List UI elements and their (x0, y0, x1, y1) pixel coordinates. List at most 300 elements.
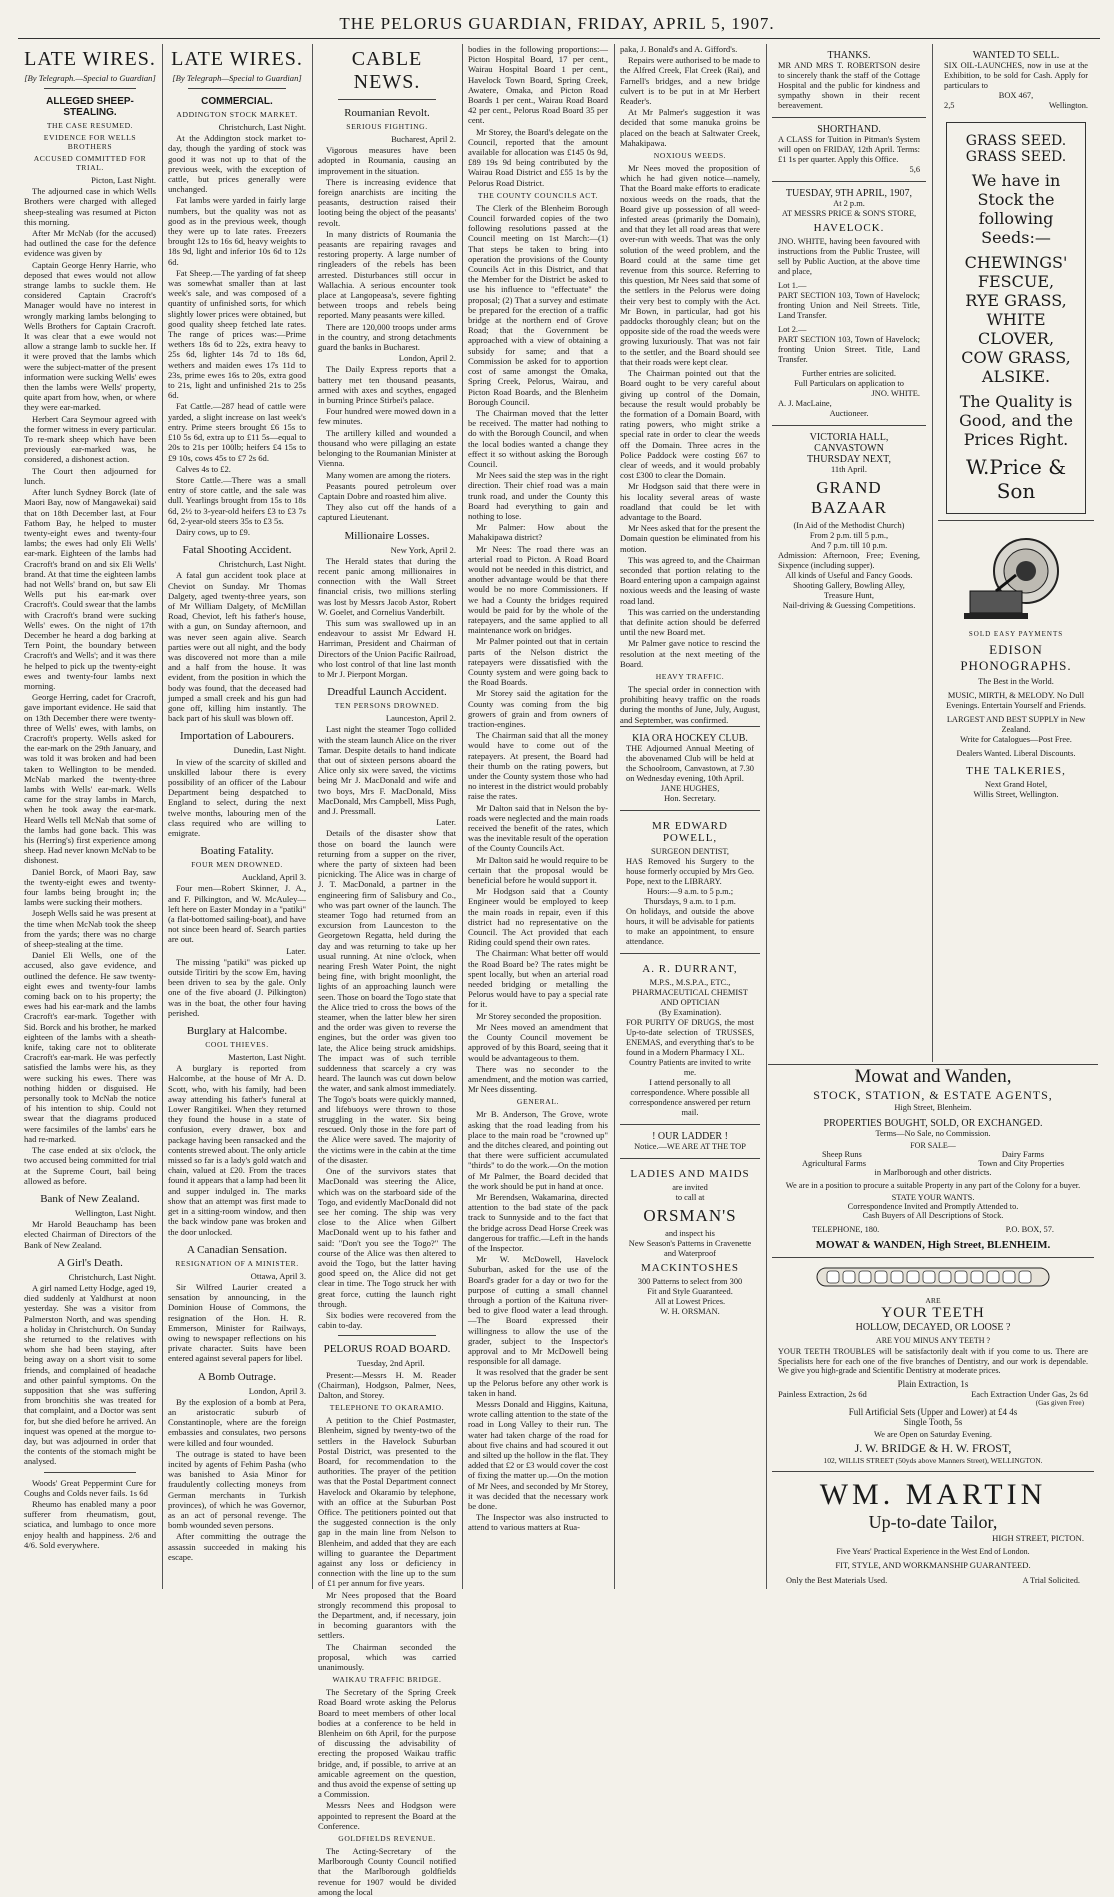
divider (772, 1257, 1094, 1258)
article-heading: Bank of New Zealand. (40, 1192, 140, 1205)
article-heading: A Bomb Outrage. (198, 1370, 276, 1383)
advert-text: Write for Catalogues—Post Free. (960, 735, 1072, 744)
article-heading: Boating Fatality. (200, 845, 274, 858)
advert-text: All at Lowest Prices. (654, 1296, 726, 1306)
paragraph: Christchurch, Last Night. (218, 559, 306, 570)
advert-city: Wellington. (1048, 101, 1088, 110)
advert-text: in Marlborough and other districts. (874, 1168, 992, 1177)
advert-subtitle: HOLLOW, DECAYED, OR LOOSE ? (855, 1322, 1011, 1333)
paragraph: Calves 4s to £2. (176, 463, 231, 474)
article-heading: Burglary at Halcombe. (186, 1025, 288, 1038)
seed-item: RYE GRASS, (965, 291, 1067, 310)
advert-signature: JNO. WHITE. (871, 389, 920, 398)
advert-text: We have in Stock the following Seeds:— (971, 171, 1061, 247)
paragraph: Mr Storey seconded the proposition. (476, 1010, 602, 1021)
article-subheading: ADDINGTON STOCK MARKET. (176, 110, 298, 119)
advert-text: THE Adjourned Annual Meeting of the abovenamed Club will be held at the Schoolroom, Canvastown, at 7.30 on Wednesday evening, 10th April. (626, 743, 754, 783)
paragraph: Daniel Eli Wells, one of the accused, also gave evidence, and outlined the defence. He saw twenty-eight ewes and twenty-four lambs coming back on to his property; the ewes had his ear-mark and the lambs Cracroft's ear-mark. Together with Sid. Borck and his brother, he marked eighteen of the lambs with a sheath-knife, taking care not to obliterate Cracroft's ear-mark. He was perfectly satisfied the lambs were his, as they were sucking his ewes. There was nothing hidden or disguised. He personally took to McNab the notice of his intention to ship. Could not swear that the diagrams produced were facsimiles of the lambs' ears he had re-marked. (24, 950, 156, 1144)
paragraph: Masterton, Last Night. (228, 1052, 306, 1063)
advert-text: We are in a position to procure a suitable Property in any part of the Colony for a buyer. (785, 1181, 1081, 1190)
wide-adverts (768, 1066, 1098, 1589)
paragraph: The Acting-Secretary of the Marlborough County Council notified that the Marlborough goldfields revenue for 1907 would be divided among the local (318, 1846, 456, 1897)
advert-firm: THE TALKERIES, (966, 765, 1066, 777)
paragraph: Picton, Last Night. (91, 175, 156, 185)
advert-address: Willis Street, Wellington. (973, 790, 1059, 799)
price-item: Painless Extraction, 2s 6d (778, 1388, 867, 1399)
paragraph: George Herring, cadet for Cracroft, gave important evidence. He said that on 13th December there were twenty-three of Wells' ewes, with lambs, on Cracroft's property. Wells asked for the ear-mark on the 29th January, and was told it was broken and had been taken to Wellington to be mended. McNab marked the twenty-three lambs with Wells' ear-mark. Wells came for the stray lambs in March, when he took away the ear-mark. Heard Wells tell McNab that some of the lambs had gone back. This was his (Herring's) first experience among sheep. Had never known McNab to be dishonest. (24, 692, 156, 866)
paragraph: Fat Sheep.—The yarding of fat sheep was somewhat smaller than at last week's sale, and was composed of a quantity of unfinished sorts, for which slightly lower prices were obtained, but good quality sheep fetched late rates. The range of prices was:—Prime wethers 18s 6d to 22s, extra heavy to 25s 6d, lighter 14s 7d to 18s 6d, wethers and maiden ewes 17s 11d to 23s, prime ewes 16s to 20s, extra good to 21s, light and unfinished 21s to 25s 6d. (168, 267, 306, 401)
article-heading: Dreadful Launch Accident. (327, 686, 447, 699)
phonograph-illustration (956, 533, 1076, 623)
paragraph: The adjourned case in which Wells Brothers were charged with alleged sheep-stealing was resumed at Picton this morning. (24, 186, 156, 227)
edison-badge: SOLD EASY PAYMENTS (968, 630, 1064, 638)
section-title: LATE WIRES. (171, 48, 303, 70)
article-heading: Fatal Shooting Accident. (182, 544, 292, 557)
auction-advert (772, 181, 926, 425)
orsman-advert (620, 1158, 760, 1323)
advert-text: Dealers Wanted. Liberal Discounts. (956, 749, 1076, 758)
article-heading: Roumanian Revolt. (344, 107, 430, 119)
seed-item: WHITE CLOVER, (977, 310, 1055, 348)
advert-day: THURSDAY NEXT, (806, 454, 892, 465)
paragraph: A fatal gun accident took place at Cheviot on Sunday. Mr Thomas Dalgety, aged twenty-three years, son of Mr William Dalgety, of McMillan Road, Cheviot, left his father's house, with a gun, on Sunday afternoon, and was never seen again alive. Search parties were out all night, and the body was discovered not more than a mile and a half from the house. It was evident, from the position in which the body was found, that the deceased had jumped a small creek and his gun had gone off, killing him instantly. The back part of his skull was blown off. (168, 570, 306, 724)
article-subheading: RESIGNATION OF A MINISTER. (175, 1258, 299, 1268)
paragraph: Mr Hodgson said that a County Engineer would be employed to keep the main roads in repair, even if this district had no representative on the Council. The Act provided that each Riding could spend their own rates. (468, 886, 608, 948)
paragraph: Mr Nees: The road there was an arterial road to Picton. A Road Board would not be needed in this district, and another advantage would be that there would be no more Commissioners. If we had a County the bridges required would be paid for by the whole of the ratepayers, and the same applied to all maintenance work on bridges. (468, 543, 608, 636)
advert-item: All kinds of Useful and Fancy Goods. (785, 571, 913, 580)
paragraph: Auckland, April 3. (242, 872, 306, 883)
paragraph: Vigorous measures have been adopted in Roumania, causing an improvement in the situation. (318, 145, 456, 176)
advert-pobox: P.O. BOX, 57. (1005, 1225, 1054, 1234)
seed-item: COW GRASS, (961, 348, 1071, 367)
property-type: Sheep Runs (822, 1150, 862, 1159)
teeth-illustration (813, 1264, 1053, 1290)
column-rule (462, 44, 463, 1589)
advert-title: Mowat and Wanden, (854, 1066, 1012, 1087)
seed-item: ALSIKE. (981, 367, 1051, 386)
advert-text: MUSIC, MIRTH, & MELODY. No Dull Evenings. Entertain Yourself and Friends. (946, 691, 1086, 710)
price-row (772, 1389, 1094, 1399)
seed-item: CHEWINGS' FESCUE, (964, 253, 1068, 291)
advert-text: PROPERTIES BOUGHT, SOLD, OR EXCHANGED. (823, 1118, 1043, 1129)
paragraph: Mr Nees said the step was in the right direction. Their chief road was a main trunk road, and under the County this Board had everything to gain and nothing to lose. (468, 470, 608, 521)
section-title: LATE WIRES. (24, 48, 156, 70)
advert-date: 11th April. (831, 465, 867, 474)
article-heading: A Girl's Death. (57, 1256, 123, 1269)
lot-text: PART SECTION 103, Town of Havelock; fronting Union Street. Title, Land Transfer. (778, 335, 920, 364)
article-heading: COMMERCIAL. (201, 96, 273, 107)
advert-title: SHORTHAND. (817, 124, 881, 135)
divider (772, 1471, 1094, 1472)
hockey-club-advert (620, 726, 760, 810)
advert-line: Rheumo has enabled many a poor sufferer from rheumatism, gout, sciatica, and lumbago to once more enjoy health and happiness. 2/6 and 4/6. Sold everywhere. (24, 1498, 156, 1550)
column-late-wires-1 (20, 44, 160, 1589)
advert-name: ORSMAN'S (643, 1205, 737, 1225)
column-rule (312, 44, 313, 1589)
paragraph: Messrs Donald and Higgins, Kaituna, wrote calling attention to the state of the road in Long Valley to their run. The water had taken charge of the road for about five chains and had scoured it out and silted up the hollow in the flat. They added that £2 or £3 would cover the cost of fixing the matter up.—On the motion of Mr Nees, and seconded by Mr Storey, it was decided that the necessary work be done. (468, 1399, 608, 1512)
advert-text: Cash Buyers of All Descriptions of Stock. (862, 1211, 1004, 1220)
wide-advert-rule (768, 1064, 1098, 1065)
paragraph: The Secretary of the Spring Creek Road Board wrote asking the Pelorus Board to meet members of other local bodies at a conference to be held in Blenheim on 6th April, for the purpose of discussing the advisability of erecting the proposed Waikau traffic bridge, and, if possible, to arrive at an amicable agreement on the question, and thus avoid the expense of setting up a Commission. (318, 1687, 456, 1800)
advert-hall: VICTORIA HALL, CANVASTOWN (809, 432, 889, 454)
advert-note: Country Patients are invited to write me. (629, 1057, 751, 1077)
paragraph: The Inspector was also instructed to attend to various matters at Rua- (468, 1512, 608, 1533)
paragraph: Mr Nees asked that for the present the Domain question be eliminated from his motion. (620, 523, 760, 554)
advert-text: ARE YOU MINUS ANY TEETH ? (875, 1336, 991, 1345)
advert-text: Five Years' Practical Experience in the West End of London. (836, 1546, 1030, 1556)
paragraph: There are 120,000 troops under arms in the country, and strong detachments guard the banks in Bucharest. (318, 321, 456, 353)
section-subtitle: [By Telegraph—Special to Guardian] (172, 73, 302, 83)
column-road-board-and-adverts (616, 44, 764, 1589)
advert-text: We are Open on Saturday Evening. (874, 1429, 992, 1439)
advert-text: STATE YOUR WANTS. (891, 1193, 975, 1202)
paragraph: Mr Dalton said he would require to be certain that the proposal would be beneficial before he would support it. (468, 854, 608, 886)
article-subheading: THE COUNTY COUNCILS ACT. (477, 190, 599, 200)
paragraph: New York, April 2. (390, 544, 456, 555)
advert-title: A. R. DURRANT, (642, 962, 738, 975)
paragraph: The missing "patiki" was picked up outside Tiritiri by the scow Em, having been driven to sea by the gale. Only one of the five aboard (J. Pilkington) was in the boat, the other four having perished. (168, 956, 306, 1018)
advert-title: GRAND BAZAAR (811, 478, 887, 517)
advert-text: Fit and Style Guaranteed. (647, 1286, 733, 1296)
paragraph: Later. (286, 945, 306, 956)
advert-title: THANKS. (827, 50, 871, 61)
masthead-rule (18, 38, 1100, 39)
advert-title: WANTED TO SELL. (972, 50, 1060, 61)
advert-product: MACKINTOSHES (641, 1261, 739, 1274)
paragraph: Mr Dalton said that in Nelson the by-roads were neglected and the main roads received the benefit of the rates, which was the inevitable result of the operation of the County Councils Act. (468, 802, 608, 854)
paragraph: The Chairman moved that the letter be received. The matter had nothing to do with the Borough Council, and when the local bodies wanted a change they effect it so without asking the Borough Council. (468, 407, 608, 469)
advert-signature: A. J. MacLaine, (778, 399, 832, 408)
paragraph: A burglary is reported from Halcombe, at the house of Mr A. D. Scott, who, with his family, had been away attending his father's funeral at Lower Rangitikei. When they returned they found the house in a state of confusion, every drawer, box and package having been ransacked and the contents strewed about. The only article missed so far is a lady's gold watch and chain, valued at £20. From the traces found it appears that a lamp had been lit and supper indulged in. The marks show that an attempt was first made to get in a sitting-room window, and then the back window pane was broken and the door unlocked. (168, 1063, 306, 1237)
advert-subtitle: (In Aid of the Methodist Church) (793, 521, 905, 530)
advert-note: Full Particulars on application to (794, 379, 904, 388)
advert-hours: From 2 p.m. till 5 p.m., (809, 531, 889, 540)
paragraph: Launceston, April 2. (385, 713, 456, 724)
advert-text: SIX OIL-LAUNCHES, now in use at the Exhibition, to be sold for Cash. Apply for particulars to (944, 61, 1088, 90)
property-type: Agricultural Farms (802, 1159, 866, 1168)
advert-signature: JANE HUGHES, (660, 783, 720, 793)
advert-subtitle: STOCK, STATION, & ESTATE AGENTS, (813, 1088, 1053, 1102)
paragraph: Bucharest, April 2. (391, 134, 456, 144)
paragraph: Christchurch, Last Night. (218, 122, 306, 132)
advert-signature: W. H. ORSMAN. (660, 1306, 720, 1316)
article-subheading: HEAVY TRAFFIC. (655, 671, 725, 681)
price-note: (Gas given Free) (1035, 1398, 1084, 1407)
thanks-advert (772, 44, 926, 117)
paragraph: They also cut off the hands of a captured Lieutenant. (318, 502, 456, 523)
advert-title: KIA ORA HOCKEY CLUB. (632, 732, 748, 744)
paragraph: Four hundred were mowed down in a few minutes. (318, 406, 456, 427)
paragraph: Later. (436, 817, 456, 828)
paragraph: The outrage is stated to have been incited by agents of Fehim Pasha (who was banished to Asia Minor for fraudulently collecting moneys from German merchants in Turkish provinces), of which he was Governor, as an act of personal revenge. The bomb wounded seven persons. (168, 1448, 306, 1531)
price-item: Each Extraction Under Gas, 2s 6d (971, 1388, 1088, 1399)
advert-text: Terms—No Sale, no Commission. (875, 1129, 991, 1138)
advert-text: ARE (925, 1296, 941, 1305)
advert-subtitle: SURGEON DENTIST, (650, 846, 729, 856)
advert-date: TUESDAY, 9TH APRIL, 1907, (785, 188, 913, 199)
paragraph: The artillery killed and wounded a thousand who were pillaging an estate belonging to the Roumanian Minister at Vienna. (318, 427, 456, 469)
paragraph: Peasants poured petroleum over Captain Dobre and roasted him alive. (318, 480, 456, 501)
advert-address: 102, WILLIS STREET (50yds above Manners Street), WELLINGTON. (823, 1455, 1043, 1465)
advert-role: Auctioneer. (829, 409, 869, 418)
advert-note: I attend personally to all correspondence. Where possible all correspondence answered per return mail. (629, 1077, 751, 1117)
paragraph: Tuesday, 2nd April. (357, 1358, 425, 1369)
advert-text: A CLASS for Tuition in Pitman's System will open on FRIDAY, 12th April. Terms: £1 1s per quarter. Apply this Office. (778, 135, 920, 164)
advert-title: EDISON PHONOGRAPHS. (960, 642, 1072, 673)
paragraph: Mr Nees proposed that the Board strongly recommend this proposal to the Department, and, if necessary, join in becoming guarantors with the settlers. (318, 1589, 456, 1641)
paragraph: Dunedin, Last Night. (233, 745, 306, 756)
paragraph: Christchurch, Last Night. (68, 1271, 156, 1282)
article-subheading: COOL THIEVES. (205, 1040, 269, 1050)
advert-box: BOX 467, (998, 91, 1034, 100)
article-subheading: WAIKAU TRAFFIC BRIDGE. (332, 1675, 442, 1685)
paragraph: Dairy cows, up to £9. (176, 526, 250, 537)
advert-hours: Hours:—9 a.m. to 5 p.m.; (646, 886, 734, 896)
advert-text: and inspect his (665, 1228, 715, 1238)
paragraph: A petition to the Chief Postmaster, Blenheim, signed by twenty-two of the settlers in the Havelock Suburban Postal District, was presented to the Board, for recommendation to the authorities. The prayer of the petition was that the Postal Department connect Havelock and Okaramio by telephone, with an office at the Suburban Post Office. The petitioners pointed out that the suggested connection is the only gap in the main line from Nelson to Blenheim, and added that they are each willing to guarantee the Department against any loss or deficiency in connection with the line up to the sum of £1 per annum for five years. (318, 1415, 456, 1589)
paragraph: After committing the outrage the assassin succeeded in making his escape. (168, 1531, 306, 1562)
divider (338, 99, 436, 100)
masthead: THE PELORUS GUARDIAN, FRIDAY, APRIL 5, 1907. (339, 14, 775, 33)
advert-title: GRASS SEED. (965, 133, 1067, 149)
article-heading: Millionaire Losses. (344, 529, 430, 542)
section-title: CABLE NEWS. (351, 48, 423, 93)
advert-note: Further entries are solicited. (802, 369, 896, 378)
wanted-to-sell-advert (938, 44, 1094, 116)
paragraph: Mr Palmer gave notice to rescind the resolution at the next meeting of the Board. (620, 638, 760, 669)
advert-hours: And 7 p.m. till 10 p.m. (810, 541, 888, 550)
column-adverts-right (934, 44, 1098, 1062)
paragraph: Fat Cattle.—287 head of cattle were yarded, a slight increase on last week's entry. Prime steers brought £6 15s to £10 5s 6d, extra up to £11 5s—equal to 20s to 21s per 100lb; heifers £4 15s to £9 10s, cows 45s to £7 2s 6d. (168, 401, 306, 463)
advert-note: On holidays, and outside the above hours, it will be advisable for patients to make an appointment, to ensure attendance. (626, 906, 754, 946)
article-heading: ALLEGED SHEEP-STEALING. (46, 96, 134, 118)
advert-address: High Street, Blenheim. (894, 1103, 972, 1112)
divider (188, 88, 286, 89)
paragraph: This was agreed to, and the Chairman seconded that portion relating to the Board entering upon a campaign against noxious weeds and the leasing of waste road land. (620, 554, 760, 606)
property-list (772, 1159, 1094, 1168)
paragraph: Captain George Henry Harrie, who deposed that ewes would not allow strange lambs to suckle them. He considered Captain Cracroft's Manager would have no interest in wrongly marking lambs belonging to Wells Brothers for Captain Cracroft. It was clear that a ewe would not allow a strange lamb to suckle her. If it were proved that the lambs which were the subject-matter of the present information were sucking Wells' ewes then the lambs were Wells' property, quite apart from how, when, or where they were ear-marked. (24, 259, 156, 413)
paragraph: The special order in connection with prohibiting heavy traffic on the roads during the months of June, July, August, and September, was confirmed. (620, 683, 760, 725)
paragraph: The Chairman seconded the proposal, which was carried unanimously. (318, 1641, 456, 1673)
property-type: Town and City Properties (978, 1159, 1064, 1168)
advert-line: Woods' Great Peppermint Cure for Coughs and Colds never fails. 1s 6d (24, 1477, 156, 1498)
column-road-board-continued (464, 44, 612, 1589)
article-subheading: FOUR MEN DROWNED. (191, 860, 283, 870)
paragraph: Six bodies were recovered from the cabin to-day. (318, 1309, 456, 1331)
advert-title: LADIES AND MAIDS (630, 1167, 750, 1180)
article-subheading: TEN PERSONS DROWNED. (334, 701, 440, 711)
paragraph: This sum was swallowed up in an endeavour to assist Mr Edward H. Harriman, President and Chairman of Directors of the Union Pacific Railroad, who lost control of that line last month to Mr J. Pierpont Morgan. (318, 617, 456, 679)
paragraph: Wellington, Last Night. (75, 1207, 156, 1218)
column-rule (614, 44, 615, 1589)
article-heading: Importation of Labourers. (180, 730, 294, 743)
paragraph: Mr Storey, the Board's delegate on the Council, reported that the amount available for allocation was £145 0s 9d, £89 19s 9d being contributed by the Wairau Road District and £55 1s by the Pelorus Road District. (468, 126, 608, 188)
paragraph: Four men—Robert Skinner, J. A., and F. Pilkington, and W. McAuley—left here on Easter Monday in a "patiki" (a flat-bottomed sailing-boat), and have not since been heard of. Search parties are out. (168, 883, 306, 945)
paragraph: The Chairman said that all the money would have to come out of the ratepayers. At present, the Board had their thumb on the rating powers, but under the County system those who had no interest in the district would probably raise the rates. (468, 730, 608, 802)
column-cable-news (314, 44, 460, 1897)
article-subheading: SERIOUS FIGHTING. (346, 122, 428, 131)
paragraph: The Chairman pointed out that the Board ought to be very careful about giving up control of the Domain, because the result would probably be the formation of a Domain Board, with rating powers, who might strike a special rate in order to clear the weeds off the Domain. Three acres in the Police Paddock were costing £67 to clear of weeds, and it would probably cost £300 to clear the Domain. (620, 368, 760, 481)
paragraph: At Mr Palmer's suggestion it was decided that some manuka groins be placed on the beach at Saltwater Creek, Mahakipawa. (620, 107, 760, 148)
article-heading: PELORUS ROAD BOARD. (323, 1343, 451, 1356)
advert-code: 2,5 (944, 101, 955, 110)
advert-title: ! OUR LADDER ! (652, 1130, 728, 1142)
column-rule (162, 44, 163, 1589)
paragraph: Details of the disaster show that those on board the launch were returning from a supper on the river, where the party of sixteen had been picnicking. The Alice was in charge of J. T. MacDonald, a partner in the engineering firm of Salisbury and Co., who was part owner of the launch. The steamer Togo had returned from an excursion from Launceston to the Georgetown Regatta, held during the day and was returning to take up her usual running. At nine o'clock, when nearing Fresh Water Point, the night being fine, with bright moonlight, the lights of an approaching launch were seen. Those on board the Togo state that the Alice tried to cross the bows of the steamer, when the latter blew her siren and the order was given to reverse the engines, but the order was given too late, the Alice being struck amidships. The impact was of such terrible suddenness that scarcely a cry was heard. The launch was cut down below the water, and sank almost immediately. The Togo's boats were quickly manned, and lifebuoys were thrown to those struggling in the water. Six being rescued. Only those in the fore part of the Alice were saved. The majority of the victims were in the cabin at the time of the disaster. (318, 828, 456, 1165)
advert-item: Treasure Hunt, (824, 591, 874, 600)
advert-address: Next Grand Hotel, (984, 780, 1048, 789)
advert-text: LARGEST AND BEST SUPPLY in New Zealand. (946, 715, 1086, 734)
paragraph: Herbert Cara Seymour agreed with the former witness in every particular. To re-mark sheep which have been previously ear-marked was, he considered, a dishonest action. (24, 413, 156, 465)
paragraph: Mr Harold Beauchamp has been elected Chairman of Directors of the Bank of New Zealand. (24, 1219, 156, 1250)
advert-contacts (772, 1225, 1094, 1234)
advert-text: HAS Removed his Surgery to the house formerly occupied by Mrs Geo. Pope, next to the LIBRARY. (626, 856, 754, 886)
paragraph: The Herald states that during the recent panic among millionaires in connection with the Wall Street financial crisis, two millions sterling was lost by Messrs Jacob Astor, Robert W. Goelet, and Cornelius Vanderbilt. (318, 555, 456, 617)
paragraph: Store Cattle.—There was a small entry of store cattle, and the sale was dull. Yearlings brought from 15s to 18s 6d, 2½ to 3-year-old heifers £3 to £3 7s 6d, 2-year-old steers 35s to £3 5s. (168, 474, 306, 526)
paragraph: In view of the scarcity of skilled and unskilled labour there is every possibility of an officer of the Labour Department being despatched to England to select, during the next twelve months, labouring men of the class required who are willing to emigrate. (168, 756, 306, 838)
advert-code: 5,6 (909, 165, 920, 174)
paragraph: After lunch Sydney Borck (late of Maori Bay, now of Mangawekai) said that on 18th December last, at Four Fathom Bay, he helped to muster twenty-eight ewes and twenty-four lambs; the ewes had only Eli Wells' ear-mark. Eighteen of the lambs had Cracroft's brand on and six Eli Wells' brand. At that time the eighteen lambs had not Wells' brand on, but saw Eli Wells put his ear-mark over Cracroft's. Could swear that the lambs with Cracroft's brand were sucking Wells' ewes. On the night of 17th December he heard a dog barking at Tern Point, the boundary between Cracroft's and Wells'; and it was there he helped to pick up the twenty-eight ewes and twenty-four lambs next morning. (24, 487, 156, 691)
advert-text: Only the Best Materials Used. (786, 1575, 888, 1585)
paragraph: Mr Hodgson said that there were in his locality several areas of waste roadland that could be let with advantage to the Board. (620, 481, 760, 522)
price-item: Full Artificial Sets (Upper and Lower) at £4 4s (848, 1406, 1018, 1417)
advert-title: YOUR TEETH (881, 1305, 985, 1321)
advert-note: (By Examination). (658, 1007, 722, 1017)
advert-footer (772, 1576, 1094, 1585)
paragraph: Mr Nees moved an amendment that the County Council movement be approved of by this Board, seeing that it would be advantageous to them. (468, 1021, 608, 1063)
divider (44, 88, 136, 89)
dentist-advert (620, 810, 760, 953)
advert-text: FIT, STYLE, AND WORKMANSHIP GUARANTEED. (835, 1559, 1031, 1570)
advert-text: JNO. WHITE, having been favoured with instructions from the Public Trustee, will sell by Public Auction, at the above time and place, (778, 237, 920, 276)
paragraph: Mr B. Anderson, The Grove, wrote asking that the road leading from his place to the main road be "crowned up" and the ditches cleared, and pointing out that there were sufficient accumulated "thirds" to do the work.—On the motion of Mr Palmer, the Board decided that the work should be put in hand at once. (468, 1109, 608, 1191)
advert-text: Correspondence Invited and Promptly Attended to. (847, 1202, 1019, 1211)
paragraph: Mr Palmer pointed out that in certain parts of the Nelson district the ratepayers were dissatisfied with the County system and were going back to the Road Boards. (468, 636, 608, 688)
paragraph: The Clerk of the Blenheim Borough Council forwarded copies of the two following resolutions passed at the Council meeting on 1st March:—(1) That steps be taken to bring into operation the provisions of the County Councils Act in this District, and that the Member for the District be asked to use his influence to "effectuate" the proposal; (2) That a survey and estimate be prepared for the erection of a traffic bridge at the northern end of Grove Road; that the Government be approached with a view of obtaining a subsidy for same; and that a Commission be asked for to apportion cost of same amongst the Omaka, Spring Creek, Pelorus, Wairau, and Picton Road Boards, and the Blenheim Borough Council. (468, 202, 608, 407)
paragraph: Many women are among the rioters. (326, 469, 451, 480)
paragraph: Joseph Wells said he was present at the time when McNab took the sheep from the yards; there was no charge of sheep-stealing at the time. (24, 908, 156, 950)
property-type: Dairy Farms (1001, 1150, 1044, 1159)
chemist-advert (620, 953, 760, 1124)
column-rule (766, 44, 767, 1589)
shorthand-advert (772, 117, 926, 181)
advert-qualifications: M.P.S., M.S.P.A., ETC., (649, 977, 731, 987)
paragraph: There is increasing evidence that foreign anarchists are inciting the peasants, destruction raised their looting being the object of the peasants' revolt. (318, 176, 456, 228)
paragraph: Mr Storey said the agitation for the County was coming from the big growers of grain and from owners of traction-engines. (468, 688, 608, 729)
advert-place: AT MESSRS PRICE & SON'S STORE, (781, 209, 917, 218)
paragraph: paka, J. Bonald's and A. Gifford's. (620, 44, 738, 54)
advert-subtitle: PHARMACEUTICAL CHEMIST AND OPTICIAN (632, 987, 748, 1007)
price-item: Plain Extraction, 1s (897, 1378, 969, 1389)
advert-admission: Admission: Afternoon, Free; Evening, Sixpence (including supper). (778, 551, 920, 570)
paragraph: One of the survivors states that MacDonald was steering the Alice, which was on the starboard side of the Togo, and evidently MacDonald did not see her coming. The ship was very close to the Alice when Gilbert MacDonald went up to his father and said: "Don't you see the Togo?" The course of the Alice was then altered to avoid the Togo, but the latter having good speed on, the Alice did not get clear in time. The Togo struck her with great force, cutting the launch right through. (318, 1166, 456, 1309)
advert-address: HIGH STREET, PICTON. (992, 1532, 1084, 1543)
paragraph: London, April 2. (398, 353, 456, 364)
advert-telephone: TELEPHONE, 180. (812, 1225, 880, 1234)
advert-text: FOR SALE— (910, 1141, 956, 1150)
paragraph: bodies in the following proportions:—Picton Hospital Board, 17 per cent., Wairau Hospital Board 1 per cent., Havelock Town Board, Spring Creek, Awatere, Omaka, and Picton Road Boards 1 per cent., Wairau Road Board 42 per cent., Pelorus Road Board 35 per cent. (468, 44, 608, 126)
advert-text: Notice.—WE ARE AT THE TOP (634, 1141, 746, 1151)
advert-title: WM. MARTIN (819, 1477, 1047, 1511)
edison-advert (938, 520, 1094, 806)
paragraph: After Mr McNab (for the accused) had outlined the case for the defence evidence was given by (24, 228, 156, 259)
advert-title: MR EDWARD POWELL, (652, 819, 728, 844)
paragraph: Mr Berendsen, Wakamarina, directed attention to the bad state of the pack track to Sunnyside and to the fact that the bridge across Dead Horse Creek was dangerous for traffic.—Left in the hands of the Inspector. (468, 1191, 608, 1253)
divider (338, 1335, 436, 1336)
article-subheading: ACCUSED COMMITTED FOR TRIAL. (33, 154, 147, 172)
ladder-advert (620, 1124, 760, 1158)
paragraph: Daniel Borck, of Maori Bay, saw the twenty-eight ewes and twenty-four lambs being brought in; the lambs were sucking their mothers. (24, 866, 156, 908)
article-subheading: NOXIOUS WEEDS. (653, 151, 727, 161)
section-subtitle: [By Telegraph.—Special to Guardian] (24, 73, 156, 83)
paragraph: Mr Palmer: How about the Mahakipawa district? (468, 522, 608, 543)
advert-text: 300 Patterns to select from 300 (637, 1276, 743, 1286)
price-item: Single Tooth, 5s (903, 1416, 963, 1427)
paragraph: The case ended at six o'clock, the two accused being committed for trial at the Supreme Court, bail being allowed as before. (24, 1145, 156, 1186)
paragraph: Messrs Nees and Hodgson were appointed to represent the Board at the Conference. (318, 1800, 456, 1831)
paragraph: The Court then adjourned for lunch. (24, 465, 156, 486)
advert-town: HAVELOCK. (813, 222, 885, 234)
advert-subtitle: Up-to-date Tailor, (868, 1511, 998, 1532)
advert-firm: W.Price & Son (965, 455, 1067, 503)
paragraph: By the explosion of a bomb at Pera, an aristocratic suburb of Constantinople, where are the foreign embassies and consulates, two persons were killed and four wounded. (168, 1396, 306, 1448)
column-rule (932, 44, 933, 1062)
paragraph: It was resolved that the grader be sent up the Pelorus before any other work is taken in hand. (468, 1367, 608, 1398)
article-subheading: EVIDENCE FOR WELLS BROTHERS (43, 133, 137, 151)
advert-text: FOR PURITY OF DRUGS, the most Up-to-date selection of TRUSSES, ENEMAS, and everything that's to be found in a Modern Pharmacy I XL. (626, 1017, 754, 1057)
paragraph: In many districts of Roumania the peasants are repairing ravages and restoring property. A large number of ringleaders of the rebels has been arrested. Disturbances still occur in Wallachia. A serious encounter took place at Langopeasa's, severe fighting between troops and rebels being reported. Many peasants were killed. (318, 228, 456, 321)
paragraph: Ottawa, April 3. (250, 1270, 306, 1281)
property-list (772, 1150, 1094, 1159)
paragraph: Repairs were authorised to be made to the Alfred Creek, Flat Creek (Rai), and Farnell's bridges, and a new bridge culvert is to be put in at Mr Herbert Reader's. (620, 55, 760, 107)
article-heading: A Canadian Sensation. (187, 1243, 287, 1256)
advert-title: GRASS SEED. (965, 149, 1067, 165)
divider (44, 1472, 136, 1473)
paragraph: Mr Nees moved the proposition of which he had given notice—namely, That the Board make efforts to eradicate noxious weeds on the roads, that the Board give up possession of all weed-infested areas (primarily the Domain), and that they let all road areas that were over-run with weeds. That was the only solution of the weed problem, and the Board could at the same time get revenue from this source. Referring to this question, Mr Nees said that some of the settlers in the Pelorus were doing their very best to comply with the Act. Mr Bown, in particular, had got his paddocks thoroughly clean; but on the opposite side of the road the weeds were growing luxuriously. That was not fair to the settler, and the Board should see that their roads were kept clear. (620, 163, 760, 367)
paragraph: The Chairman: What better off would the Road Board be? The rates might be spent locally, but when an arterial road needed bridging or metalling the Pelorus would have to pay a special rate for it. (468, 948, 608, 1010)
column-late-wires-2 (164, 44, 310, 1589)
advert-hours: Thursdays, 9 a.m. to 1 p.m. (644, 896, 736, 906)
advert-time: At 2 p.m. (833, 199, 865, 208)
advert-text: MR AND MRS T. ROBERTSON desire to sincerely thank the staff of the Cottage Hospital and the public for kindness and sympathy shown in their recent bereavement. (778, 61, 920, 110)
article-subheading: THE CASE RESUMED. (46, 121, 134, 130)
article-subheading: GOLDFIELDS REVENUE. (338, 1834, 436, 1844)
paragraph: At the Addington stock market to-day, though the yarding of stock was good it was not up to that of the previous week, with the exception of cattle, but prices generally were unchanged. (168, 133, 306, 195)
advert-text: New Season's Patterns in Cravenette and Waterproof (628, 1238, 752, 1258)
advert-role: Hon. Secretary. (664, 793, 716, 803)
advert-item: Shooting Gallery, Bowling Alley, (793, 581, 905, 590)
paragraph: Sir Wilfred Laurier created a sensation by announcing, in the Dominion House of Commons, the resignation of the Hon. H. R. Emmerson, Minister for Railways, owing to newspaper reflections on his private character. Suits have been entered against several papers for libel. (168, 1281, 306, 1364)
lot-label: Lot 1.— (778, 281, 807, 290)
paragraph: Present:—Messrs H. M. Reader (Chairman), Hodgson, Palmer, Nees, Dalton, and Storey. (318, 1369, 456, 1400)
advert-text: are invited (672, 1182, 708, 1192)
lot-text: PART SECTION 103, Town of Havelock; fronting Union and Neil Streets. Title, Land Transfer. (778, 291, 920, 320)
advert-firm: MOWAT & WANDEN, High Street, BLENHEIM. (815, 1239, 1051, 1251)
advert-footer (944, 101, 1088, 110)
article-subheading: TELEPHONE TO OKARAMIO. (329, 1403, 445, 1413)
lot-label: Lot 2.— (778, 325, 807, 334)
advert-text: to call at (675, 1192, 705, 1202)
grass-seed-advert (946, 122, 1086, 514)
advert-firm: J. W. BRIDGE & H. W. FROST, (854, 1440, 1012, 1455)
paragraph: There was no seconder to the amendment, and the motion was carried, Mr Nees dissenting. (468, 1063, 608, 1095)
paragraph: A girl named Letty Hodge, aged 19, died suddenly at Yaldhurst at noon yesterday. She was a visitor from Palmerston North, and was spending a holiday in Christchurch. On Sunday she returned to the relatives with whom she had been staying, after being away on a short visit to some friends, and complained of headache and other painful symptoms. On the supposition that she was suffering from bronchitis she was treated for that complaint, and a Doctor was sent for, but she died before he arrived. An inquest was opened at the morgue to-day, but was adjourned in order that the contents of the stomach might be analysed. (24, 1282, 156, 1467)
paragraph: Last night the steamer Togo collided with the steam launch Alice on the river Tamar. Despite details to hand indicate that out of sixteen persons aboard the Alice only six were saved, the victims being Mr J. MacDonald and wife and two boys, Mrs F. MacDonald, Miss MacDonald, Mrs Campbell, Miss Pugh, and J. Pressmall. (318, 724, 456, 816)
advert-text: A Trial Solicited. (1022, 1575, 1080, 1585)
paragraph: The Daily Express reports that a battery met ten thousand peasants, armed with axes and scythes, engaged in burning Prince Stirbei's palace. (318, 364, 456, 406)
advert-item: Nail-driving & Guessing Competitions. (782, 601, 916, 610)
column-adverts-left (768, 44, 930, 1062)
